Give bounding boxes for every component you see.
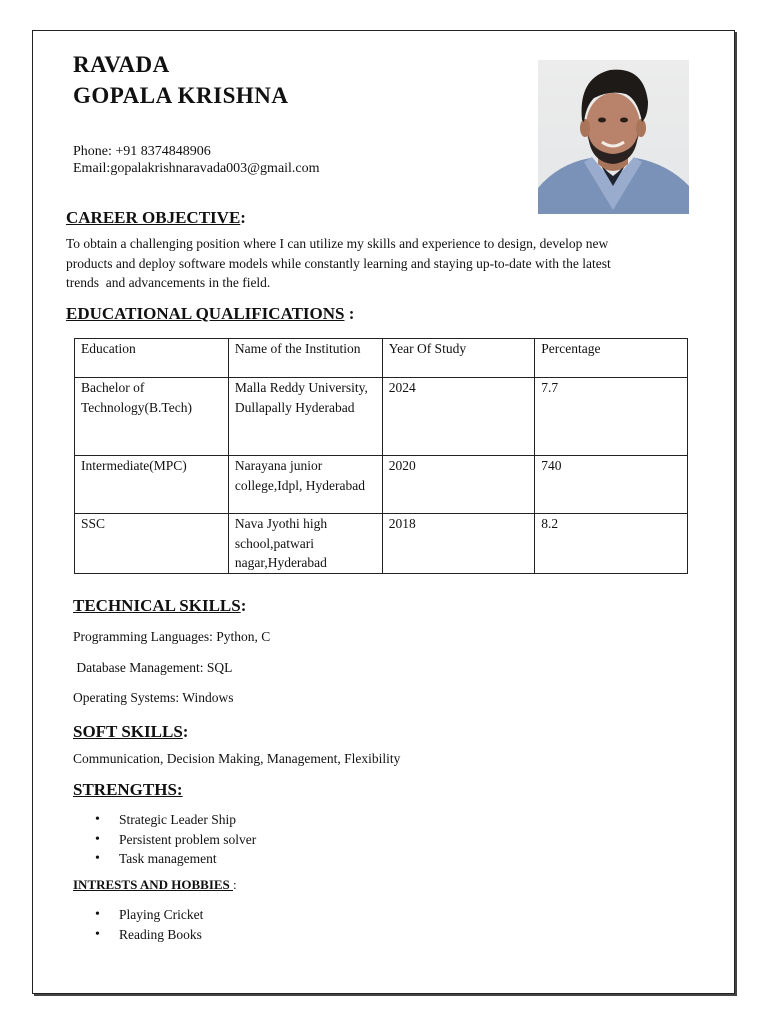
strengths-list bbox=[73, 810, 256, 869]
soft-skills-text: Communication, Decision Making, Management, Flexibility bbox=[73, 751, 401, 766]
list-item: • Persistent problem solver bbox=[73, 830, 256, 850]
table-row bbox=[75, 514, 688, 574]
technical-skill-item: Programming Languages: Python, C bbox=[73, 629, 271, 644]
hobbies-heading: INTRESTS AND HOBBIES : bbox=[73, 877, 237, 892]
education-table bbox=[74, 338, 688, 574]
list-item: • Strategic Leader Ship bbox=[73, 810, 256, 830]
profile-photo bbox=[538, 60, 689, 214]
table-header-cell: Education bbox=[75, 339, 229, 378]
hobbies-list bbox=[73, 905, 203, 944]
career-objective-line: trends and advancements in the field. bbox=[66, 275, 271, 290]
table-header-row bbox=[75, 339, 688, 378]
career-objective-line: To obtain a challenging position where I can utilize my skills and experience to design, develop new bbox=[66, 236, 609, 251]
career-objective-line: products and deploy software models while constantly learning and staying up-to-date with the latest bbox=[66, 255, 611, 271]
list-item: • Reading Books bbox=[73, 925, 203, 945]
table-cell: Bachelor of Technology(B.Tech) bbox=[75, 378, 229, 456]
table-cell: SSC bbox=[75, 514, 229, 574]
table-cell: 2018 bbox=[382, 514, 535, 574]
name-second-line: GOPALA KRISHNA bbox=[73, 83, 289, 108]
table-header-cell: Year Of Study bbox=[382, 339, 535, 378]
education-heading: EDUCATIONAL QUALIFICATIONS : bbox=[66, 304, 355, 323]
technical-skill-item: Operating Systems: Windows bbox=[73, 690, 234, 705]
career-objective-heading: CAREER OBJECTIVE: bbox=[66, 208, 246, 227]
phone-text: Phone: +91 8374848906 bbox=[73, 144, 211, 159]
table-header-cell: Percentage bbox=[535, 339, 688, 378]
table-cell: Intermediate(MPC) bbox=[75, 456, 229, 514]
email-text: Email:gopalakrishnaravada003@gmail.com bbox=[73, 161, 320, 176]
soft-skills-heading: SOFT SKILLS: bbox=[73, 722, 189, 741]
technical-skill-item: Database Management: SQL bbox=[73, 660, 233, 675]
career-objective-text bbox=[66, 234, 706, 293]
table-header-cell: Name of the Institution bbox=[228, 339, 382, 378]
table-cell: Malla Reddy University, Dullapally Hyderabad bbox=[228, 378, 382, 456]
list-item: • Playing Cricket bbox=[73, 905, 203, 925]
table-cell: 2020 bbox=[382, 456, 535, 514]
table-cell: Nava Jyothi high school,patwari nagar,Hyderabad bbox=[228, 514, 382, 574]
strengths-heading: STRENGTHS: bbox=[73, 780, 183, 799]
table-row bbox=[75, 378, 688, 456]
technical-skills-heading: TECHNICAL SKILLS: bbox=[73, 596, 247, 615]
table-row bbox=[75, 456, 688, 514]
table-cell: 7.7 bbox=[535, 378, 688, 456]
table-cell: 2024 bbox=[382, 378, 535, 456]
list-item: • Task management bbox=[73, 849, 256, 869]
table-cell: 8.2 bbox=[535, 514, 688, 574]
table-cell: Narayana junior college,Idpl, Hyderabad bbox=[228, 456, 382, 514]
name-first-line: RAVADA bbox=[73, 52, 170, 77]
table-cell: 740 bbox=[535, 456, 688, 514]
